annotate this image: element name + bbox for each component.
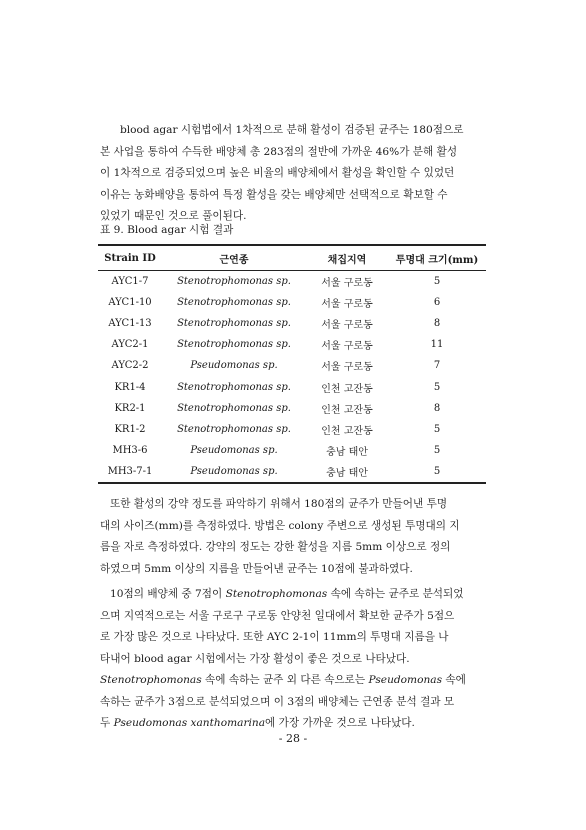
cell-region: 서울 구로동	[321, 320, 373, 332]
text-run: 두	[100, 717, 114, 729]
cell-size: 6	[433, 297, 441, 309]
cell-strain-id: MH3-6	[112, 444, 148, 456]
cell-region: 충남 태안	[326, 446, 368, 458]
paragraph-line: 이 1차적으로 검증되었으며 높은 비율의 배양체에서 활성을 확인할 수 있었던	[100, 167, 455, 179]
cell-species: Stenotrophomonas sp.	[177, 423, 291, 435]
table-row	[98, 419, 486, 440]
text-run: 10점의 배양체 중 7점이	[110, 588, 226, 600]
cell-region: 서울 구로동	[321, 341, 373, 353]
cell-species: Stenotrophomonas sp.	[177, 339, 291, 351]
header-strain-id: Strain ID	[98, 245, 162, 271]
text-run: 속에 속하는 균주로 분석되었	[327, 588, 464, 600]
cell-region: 서울 구로동	[321, 278, 373, 290]
cell-size: 8	[433, 402, 441, 414]
cell-region: 서울 구로동	[321, 299, 373, 311]
text-run: 속에 속하는 균주 외 다른 속으로는	[201, 674, 369, 686]
paragraph-line: 이유는 농화배양을 통하여 특정 활성을 갖는 배양체만 선택적으로 확보할 수	[100, 188, 448, 201]
table-row	[98, 440, 486, 461]
cell-strain-id: KR1-4	[114, 381, 146, 393]
paragraph-line: 로 가장 많은 것으로 나타났다. 또한 AYC 2-1이 11mm의 투명대 지름을 나	[100, 631, 449, 643]
cell-region: 충남 태안	[306, 461, 388, 483]
cell-species: Pseudomonas sp.	[190, 444, 278, 456]
cell-strain-id: KR2-1	[114, 402, 146, 414]
table-row	[98, 313, 486, 334]
cell-size: 5	[433, 276, 441, 288]
cell-size: 11	[430, 339, 444, 351]
cell-species: Stenotrophomonas sp.	[177, 276, 291, 288]
cell-size: 5	[433, 444, 441, 456]
text-run: 에 가장 가까운 것으로 나타났다.	[265, 717, 415, 729]
paragraph-line: 대의 사이즈(mm)를 측정하였다. 방법은 colony 주변으로 생성된 투명대의 지	[100, 519, 460, 532]
paragraph-line	[100, 584, 488, 606]
paragraph-line: 름을 자로 측정하였다. 강약의 정도는 강한 활성을 지름 5mm 이상으로 정의	[100, 541, 451, 553]
header-related-species: 근연종	[162, 245, 306, 271]
cell-region: 인천 고잔동	[321, 425, 373, 437]
genus-name: Pseudomonas	[368, 674, 443, 686]
cell-strain-id: AYC1-10	[108, 297, 152, 309]
cell-strain-id: AYC1-7	[111, 276, 149, 288]
paragraph-line: blood agar 시험법에서 1차적으로 분해 활성이 검증된 균주는 180점으로	[120, 124, 464, 136]
table-row	[98, 398, 486, 419]
species-name: Pseudomonas xanthomarina	[113, 717, 266, 729]
table-row	[98, 355, 486, 376]
cell-region: 인천 고잔동	[321, 404, 373, 416]
cell-strain-id: KR1-2	[114, 423, 146, 435]
genus-name: Stenotrophomonas	[225, 588, 328, 600]
page-number: - 28 -	[278, 732, 308, 745]
cell-strain-id: AYC2-1	[111, 339, 149, 351]
cell-species: Stenotrophomonas sp.	[177, 297, 291, 309]
cell-species: Stenotrophomonas sp.	[177, 381, 291, 393]
paragraph-line: 하였으며 5mm 이상의 지름을 만들어낸 균주는 10점에 불과하였다.	[100, 562, 413, 575]
table-row	[98, 376, 486, 397]
cell-species: Pseudomonas sp.	[190, 360, 278, 372]
paragraph-line: 본 사업을 통하여 수득한 배양체 총 283점의 절반에 가까운 46%가 분해 활성	[100, 145, 458, 158]
cell-species: Stenotrophomonas sp.	[177, 318, 291, 330]
header-collection-region: 채집지역	[306, 245, 388, 271]
cell-size: 5	[433, 423, 441, 435]
paragraph-strain-analysis	[100, 584, 488, 735]
blood-agar-results-table	[98, 244, 486, 484]
header-clear-zone-size: 투명대 크기(mm)	[388, 245, 486, 271]
table-caption: 표 9. Blood agar 시험 결과	[100, 224, 234, 236]
table-row	[98, 271, 486, 293]
paragraph-blood-agar-summary	[100, 120, 498, 228]
paragraph-line: 있었기 때문인 것으로 풀이된다.	[100, 210, 247, 222]
paragraph-line	[100, 670, 488, 692]
table-header-row	[98, 245, 486, 271]
cell-species: Pseudomonas sp.	[162, 461, 306, 483]
cell-size: 5	[388, 461, 486, 483]
cell-size: 8	[433, 318, 441, 330]
paragraph-line: 으며 지역적으로는 서울 구로구 구로동 안양천 일대에서 확보한 균주가 5점으	[100, 609, 455, 622]
paragraph-line: 또한 활성의 강약 정도를 파악하기 위해서 180점의 균주가 만들어낸 투명	[110, 498, 448, 510]
cell-strain-id: AYC2-2	[111, 360, 149, 372]
paragraph-line: 속하는 균주가 3점으로 분석되었으며 이 3점의 배양체는 근연종 분석 결과 모	[100, 695, 455, 708]
cell-region: 서울 구로동	[321, 362, 373, 374]
cell-strain-id: MH3-7-1	[98, 461, 162, 483]
table-row	[98, 461, 486, 483]
text-run: 속에	[442, 674, 466, 686]
cell-species: Stenotrophomonas sp.	[177, 402, 291, 414]
cell-size: 5	[433, 381, 441, 393]
genus-name: Stenotrophomonas	[100, 674, 202, 686]
paragraph-clear-zone-measurement	[100, 494, 488, 580]
cell-strain-id: AYC1-13	[108, 318, 152, 330]
paragraph-line: 타내어 blood agar 시험에서는 가장 활성이 좋은 것으로 나타났다.	[100, 652, 410, 665]
table-row	[98, 334, 486, 355]
cell-region: 인천 고잔동	[321, 383, 373, 395]
cell-size: 7	[433, 360, 441, 372]
table-row	[98, 292, 486, 313]
